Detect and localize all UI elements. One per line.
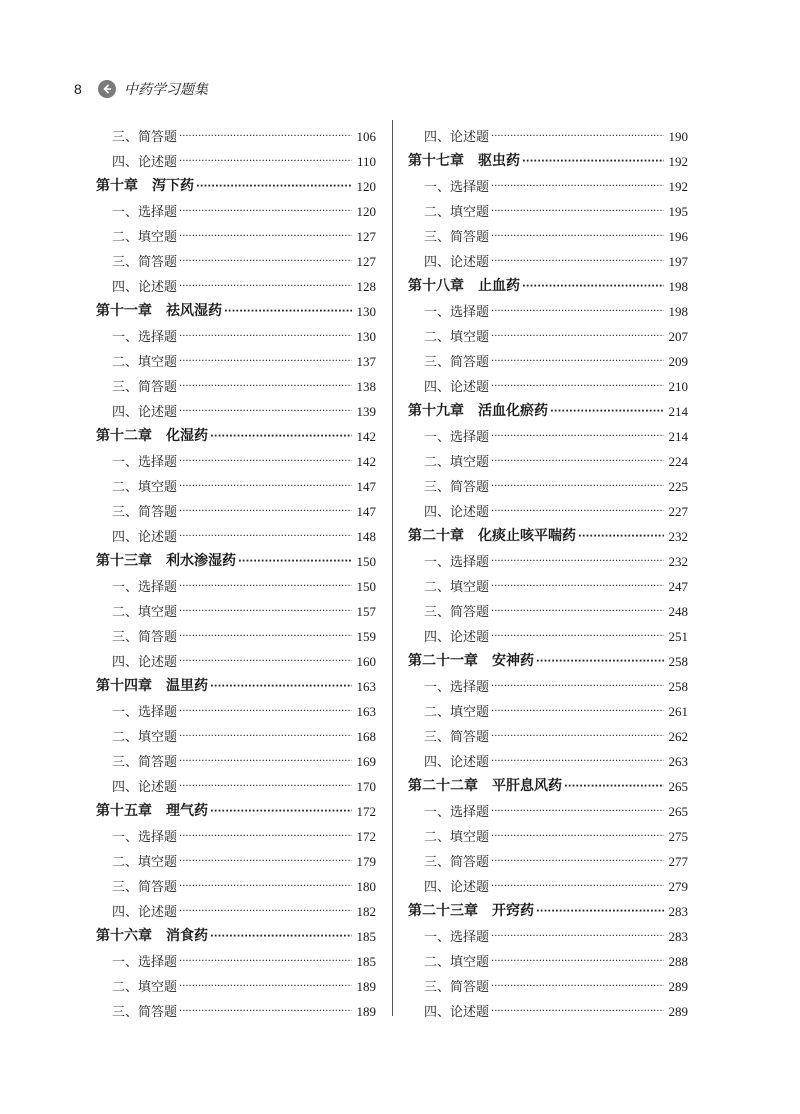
toc-entry-label: 四、论述题 [112, 780, 178, 795]
toc-section-entry [408, 120, 688, 145]
toc-entry-page: 265 [668, 779, 688, 794]
toc-section-entry [408, 195, 688, 220]
toc-entry-page: 180 [356, 879, 376, 894]
toc-entry-label: 一、选择题 [424, 430, 490, 445]
toc-entry-page: 198 [668, 304, 688, 319]
toc-section-entry [408, 670, 688, 695]
toc-entry-page: 196 [668, 229, 688, 244]
toc-leader-dots [179, 331, 352, 342]
toc-leader-dots [179, 706, 352, 717]
toc-entry-label: 四、论述题 [424, 880, 490, 895]
toc-section-entry [408, 795, 688, 820]
toc-leader-dots [179, 381, 352, 392]
toc-section-entry [408, 295, 688, 320]
page-header [74, 78, 208, 100]
toc-leader-dots [179, 256, 352, 267]
toc-leader-dots [179, 481, 352, 492]
toc-entry-page: 142 [356, 454, 376, 469]
toc-entry-label: 二、填空题 [112, 230, 178, 245]
toc-entry-label: 四、论述题 [424, 755, 490, 770]
toc-section-entry [408, 845, 688, 870]
toc-entry-page: 163 [356, 679, 376, 694]
toc-section-entry [96, 570, 376, 595]
toc-leader-dots [196, 181, 352, 192]
toc-entry-page: 150 [356, 554, 376, 569]
toc-entry-page: 258 [668, 654, 688, 669]
toc-entry-label: 二、填空题 [112, 480, 178, 495]
toc-entry-page: 170 [356, 779, 376, 794]
toc-entry-page: 120 [356, 179, 376, 194]
toc-entry-page: 277 [668, 854, 688, 869]
toc-leader-dots [536, 906, 664, 917]
toc-section-entry [96, 345, 376, 370]
toc-entry-page: 128 [356, 279, 376, 294]
toc-section-entry [96, 970, 376, 995]
toc-section-entry [96, 595, 376, 620]
toc-section-entry [96, 695, 376, 720]
toc-section-entry [408, 745, 688, 770]
toc-entry-page: 182 [356, 904, 376, 919]
toc-leader-dots [491, 356, 664, 367]
toc-entry-page: 224 [668, 454, 688, 469]
toc-entry-label: 一、选择题 [112, 830, 178, 845]
toc-entry-page: 198 [668, 279, 688, 294]
toc-section-entry [96, 270, 376, 295]
toc-section-entry [96, 620, 376, 645]
toc-entry-page: 172 [356, 829, 376, 844]
toc-entry-label: 一、选择题 [112, 455, 178, 470]
toc-section-entry [408, 620, 688, 645]
toc-leader-dots [578, 531, 664, 542]
toc-leader-dots [179, 206, 352, 217]
toc-entry-page: 142 [356, 429, 376, 444]
toc-entry-page: 168 [356, 729, 376, 744]
toc-entry-label: 第二十二章 平肝息风药 [408, 778, 562, 794]
toc-leader-dots [179, 131, 352, 142]
toc-entry-label: 三、简答题 [112, 880, 178, 895]
toc-entry-page: 263 [668, 754, 688, 769]
toc-entry-page: 265 [668, 804, 688, 819]
toc-leader-dots [491, 931, 664, 942]
toc-section-entry [96, 645, 376, 670]
toc-entry-page: 227 [668, 504, 688, 519]
toc-entry-page: 247 [668, 579, 688, 594]
toc-leader-dots [179, 531, 352, 542]
toc-leader-dots [491, 456, 664, 467]
toc-leader-dots [179, 1006, 352, 1017]
toc-entry-label: 三、简答题 [424, 355, 490, 370]
toc-entry-page: 214 [668, 404, 688, 419]
toc-section-entry [408, 445, 688, 470]
toc-entry-label: 二、填空题 [424, 205, 490, 220]
toc-entry-label: 一、选择题 [424, 555, 490, 570]
toc-leader-dots [179, 406, 352, 417]
back-arrow-icon [98, 80, 116, 98]
toc-entry-page: 232 [668, 529, 688, 544]
toc-entry-label: 第十六章 消食药 [96, 928, 208, 944]
toc-entry-page: 138 [356, 379, 376, 394]
toc-leader-dots [179, 831, 352, 842]
toc-leader-dots [491, 181, 664, 192]
toc-leader-dots [179, 656, 352, 667]
toc-entry-label: 三、简答题 [424, 855, 490, 870]
toc-entry-label: 四、论述题 [424, 505, 490, 520]
toc-leader-dots [210, 681, 352, 692]
toc-leader-dots [179, 231, 352, 242]
toc-chapter-entry [96, 545, 376, 570]
toc-section-entry [408, 820, 688, 845]
toc-leader-dots [210, 431, 352, 442]
toc-chapter-entry [408, 270, 688, 295]
toc-entry-label: 第十一章 祛风湿药 [96, 303, 222, 319]
toc-right-column [408, 120, 688, 1020]
toc-section-entry [96, 470, 376, 495]
toc-entry-label: 第十八章 止血药 [408, 278, 520, 294]
toc-section-entry [408, 695, 688, 720]
toc-leader-dots [179, 881, 352, 892]
toc-chapter-entry [96, 170, 376, 195]
toc-entry-label: 三、简答题 [112, 380, 178, 395]
toc-entry-page: 192 [668, 154, 688, 169]
toc-entry-label: 一、选择题 [112, 955, 178, 970]
toc-entry-label: 一、选择题 [112, 580, 178, 595]
toc-leader-dots [536, 656, 664, 667]
toc-entry-label: 一、选择题 [424, 305, 490, 320]
toc-chapter-entry [408, 520, 688, 545]
toc-entry-label: 二、填空题 [424, 455, 490, 470]
toc-entry-label: 一、选择题 [424, 930, 490, 945]
toc-entry-page: 248 [668, 604, 688, 619]
toc-entry-page: 106 [356, 129, 376, 144]
toc-section-entry [96, 395, 376, 420]
toc-entry-page: 120 [356, 204, 376, 219]
toc-leader-dots [491, 681, 664, 692]
toc-leader-dots [491, 431, 664, 442]
toc-entry-page: 185 [356, 954, 376, 969]
toc-entry-label: 四、论述题 [112, 530, 178, 545]
toc-leader-dots [179, 506, 352, 517]
toc-entry-label: 三、简答题 [424, 230, 490, 245]
toc-entry-page: 139 [356, 404, 376, 419]
toc-leader-dots [238, 556, 352, 567]
toc-entry-label: 第十三章 利水渗湿药 [96, 553, 236, 569]
toc-section-entry [96, 820, 376, 845]
toc-section-entry [408, 570, 688, 595]
toc-entry-label: 四、论述题 [112, 905, 178, 920]
toc-entry-page: 127 [356, 229, 376, 244]
toc-chapter-entry [408, 145, 688, 170]
toc-entry-page: 209 [668, 354, 688, 369]
toc-leader-dots [491, 831, 664, 842]
toc-leader-dots [491, 606, 664, 617]
toc-leader-dots [491, 556, 664, 567]
column-divider [392, 120, 393, 1016]
toc-section-entry [408, 720, 688, 745]
toc-entry-page: 185 [356, 929, 376, 944]
toc-entry-label: 一、选择题 [424, 805, 490, 820]
toc-chapter-entry [96, 795, 376, 820]
toc-chapter-entry [408, 895, 688, 920]
toc-section-entry [96, 370, 376, 395]
toc-section-entry [96, 195, 376, 220]
toc-leader-dots [550, 406, 664, 417]
toc-entry-label: 二、填空题 [112, 605, 178, 620]
toc-entry-page: 195 [668, 204, 688, 219]
toc-entry-page: 192 [668, 179, 688, 194]
toc-leader-dots [179, 731, 352, 742]
toc-entry-page: 163 [356, 704, 376, 719]
toc-entry-page: 127 [356, 254, 376, 269]
toc-entry-label: 二、填空题 [424, 580, 490, 595]
toc-entry-page: 190 [668, 129, 688, 144]
toc-leader-dots [179, 956, 352, 967]
toc-section-entry [96, 745, 376, 770]
toc-leader-dots [179, 356, 352, 367]
toc-entry-label: 第二十章 化痰止咳平喘药 [408, 528, 576, 544]
toc-entry-page: 157 [356, 604, 376, 619]
toc-leader-dots [179, 631, 352, 642]
toc-entry-label: 一、选择题 [424, 180, 490, 195]
toc-entry-page: 179 [356, 854, 376, 869]
toc-entry-label: 第二十一章 安神药 [408, 653, 534, 669]
toc-section-entry [408, 370, 688, 395]
toc-chapter-entry [96, 670, 376, 695]
toc-leader-dots [179, 606, 352, 617]
toc-entry-label: 四、论述题 [424, 380, 490, 395]
toc-section-entry [408, 870, 688, 895]
toc-entry-label: 二、填空题 [424, 830, 490, 845]
toc-leader-dots [491, 731, 664, 742]
toc-entry-page: 160 [356, 654, 376, 669]
toc-entry-label: 三、简答题 [112, 1005, 178, 1020]
toc-entry-page: 207 [668, 329, 688, 344]
toc-leader-dots [491, 956, 664, 967]
toc-entry-label: 四、论述题 [424, 1005, 490, 1020]
toc-leader-dots [491, 806, 664, 817]
toc-section-entry [96, 870, 376, 895]
toc-entry-label: 三、简答题 [112, 255, 178, 270]
toc-entry-page: 197 [668, 254, 688, 269]
toc-entry-label: 二、填空题 [112, 980, 178, 995]
toc-leader-dots [210, 806, 352, 817]
toc-section-entry [408, 595, 688, 620]
toc-entry-page: 147 [356, 479, 376, 494]
toc-entry-page: 130 [356, 304, 376, 319]
toc-entry-page: 262 [668, 729, 688, 744]
toc-entry-label: 第十七章 驱虫药 [408, 153, 520, 169]
toc-entry-page: 225 [668, 479, 688, 494]
toc-entry-page: 150 [356, 579, 376, 594]
toc-section-entry [408, 420, 688, 445]
toc-entry-page: 289 [668, 979, 688, 994]
toc-section-entry [96, 495, 376, 520]
toc-entry-page: 189 [356, 1004, 376, 1019]
toc-leader-dots [210, 931, 352, 942]
toc-section-entry [408, 245, 688, 270]
toc-leader-dots [522, 281, 664, 292]
toc-leader-dots [179, 756, 352, 767]
toc-entry-page: 279 [668, 879, 688, 894]
toc-entry-page: 283 [668, 929, 688, 944]
toc-entry-page: 210 [668, 379, 688, 394]
toc-section-entry [408, 470, 688, 495]
toc-section-entry [408, 220, 688, 245]
toc-entry-label: 三、简答题 [424, 605, 490, 620]
toc-entry-label: 第十二章 化湿药 [96, 428, 208, 444]
book-title: 中药学习题集 [124, 82, 208, 98]
toc-entry-label: 三、简答题 [112, 130, 178, 145]
toc-entry-page: 288 [668, 954, 688, 969]
toc-entry-label: 第十五章 理气药 [96, 803, 208, 819]
toc-leader-dots [179, 456, 352, 467]
toc-leader-dots [491, 631, 664, 642]
toc-entry-label: 三、简答题 [112, 505, 178, 520]
toc-leader-dots [491, 706, 664, 717]
toc-entry-label: 一、选择题 [112, 330, 178, 345]
toc-section-entry [96, 220, 376, 245]
toc-section-entry [408, 320, 688, 345]
toc-leader-dots [179, 981, 352, 992]
toc-leader-dots [491, 506, 664, 517]
toc-leader-dots [491, 131, 664, 142]
toc-entry-label: 二、填空题 [424, 705, 490, 720]
toc-leader-dots [179, 781, 352, 792]
toc-entry-page: 251 [668, 629, 688, 644]
toc-entry-page: 169 [356, 754, 376, 769]
toc-section-entry [96, 770, 376, 795]
toc-section-entry [96, 520, 376, 545]
toc-entry-label: 二、填空题 [112, 855, 178, 870]
toc-entry-page: 283 [668, 904, 688, 919]
toc-leader-dots [491, 331, 664, 342]
toc-leader-dots [224, 306, 352, 317]
toc-entry-label: 三、简答题 [424, 980, 490, 995]
toc-entry-label: 二、填空题 [424, 955, 490, 970]
toc-entry-page: 147 [356, 504, 376, 519]
toc-leader-dots [491, 981, 664, 992]
toc-entry-label: 四、论述题 [424, 255, 490, 270]
toc-section-entry [408, 495, 688, 520]
toc-chapter-entry [408, 770, 688, 795]
toc-leader-dots [179, 581, 352, 592]
toc-section-entry [96, 445, 376, 470]
toc-leader-dots [491, 256, 664, 267]
toc-entry-label: 第十四章 温里药 [96, 678, 208, 694]
toc-section-entry [408, 345, 688, 370]
toc-chapter-entry [408, 645, 688, 670]
toc-entry-page: 232 [668, 554, 688, 569]
toc-entry-page: 137 [356, 354, 376, 369]
toc-entry-page: 275 [668, 829, 688, 844]
toc-section-entry [408, 995, 688, 1020]
toc-section-entry [408, 945, 688, 970]
toc-entry-label: 一、选择题 [112, 205, 178, 220]
toc-entry-page: 189 [356, 979, 376, 994]
toc-leader-dots [179, 281, 352, 292]
toc-leader-dots [179, 906, 352, 917]
toc-section-entry [96, 120, 376, 145]
toc-entry-page: 148 [356, 529, 376, 544]
toc-entry-label: 二、填空题 [424, 330, 490, 345]
toc-leader-dots [491, 206, 664, 217]
toc-chapter-entry [96, 295, 376, 320]
toc-entry-label: 三、简答题 [424, 730, 490, 745]
toc-leader-dots [522, 156, 664, 167]
toc-entry-label: 二、填空题 [112, 355, 178, 370]
toc-leader-dots [564, 781, 664, 792]
toc-entry-label: 三、简答题 [112, 755, 178, 770]
toc-leader-dots [491, 856, 664, 867]
toc-entry-label: 一、选择题 [112, 705, 178, 720]
toc-chapter-entry [96, 420, 376, 445]
toc-section-entry [408, 545, 688, 570]
toc-leader-dots [491, 756, 664, 767]
toc-entry-page: 172 [356, 804, 376, 819]
toc-leader-dots [491, 581, 664, 592]
toc-leader-dots [491, 1006, 664, 1017]
toc-entry-label: 三、简答题 [112, 630, 178, 645]
toc-entry-label: 四、论述题 [424, 130, 490, 145]
toc-section-entry [96, 720, 376, 745]
toc-entry-label: 四、论述题 [424, 630, 490, 645]
toc-section-entry [96, 845, 376, 870]
toc-section-entry [96, 320, 376, 345]
toc-entry-label: 四、论述题 [112, 155, 178, 170]
page-number: 8 [74, 81, 82, 97]
toc-section-entry [96, 895, 376, 920]
toc-entry-label: 四、论述题 [112, 655, 178, 670]
toc-entry-label: 第二十三章 开窍药 [408, 903, 534, 919]
toc-section-entry [408, 970, 688, 995]
toc-entry-page: 261 [668, 704, 688, 719]
toc-entry-label: 二、填空题 [112, 730, 178, 745]
toc-leader-dots [491, 881, 664, 892]
toc-leader-dots [491, 481, 664, 492]
toc-left-column [96, 120, 376, 1020]
toc-entry-label: 四、论述题 [112, 405, 178, 420]
toc-entry-page: 214 [668, 429, 688, 444]
toc-section-entry [408, 920, 688, 945]
toc-entry-label: 三、简答题 [424, 480, 490, 495]
toc-section-entry [96, 245, 376, 270]
toc-entry-page: 130 [356, 329, 376, 344]
toc-entry-page: 258 [668, 679, 688, 694]
toc-section-entry [96, 945, 376, 970]
toc-entry-page: 289 [668, 1004, 688, 1019]
toc-section-entry [96, 145, 376, 170]
toc-leader-dots [491, 306, 664, 317]
toc-leader-dots [491, 231, 664, 242]
toc-section-entry [408, 170, 688, 195]
toc-entry-label: 第十章 泻下药 [96, 178, 194, 194]
toc-entry-label: 四、论述题 [112, 280, 178, 295]
toc-entry-page: 110 [356, 154, 376, 169]
toc-chapter-entry [96, 920, 376, 945]
toc-entry-label: 一、选择题 [424, 680, 490, 695]
toc-leader-dots [179, 856, 352, 867]
toc-entry-label: 第十九章 活血化瘀药 [408, 403, 548, 419]
toc-chapter-entry [408, 395, 688, 420]
toc-entry-page: 159 [356, 629, 376, 644]
toc-leader-dots [491, 381, 664, 392]
toc-leader-dots [179, 156, 352, 167]
toc-section-entry [96, 995, 376, 1020]
